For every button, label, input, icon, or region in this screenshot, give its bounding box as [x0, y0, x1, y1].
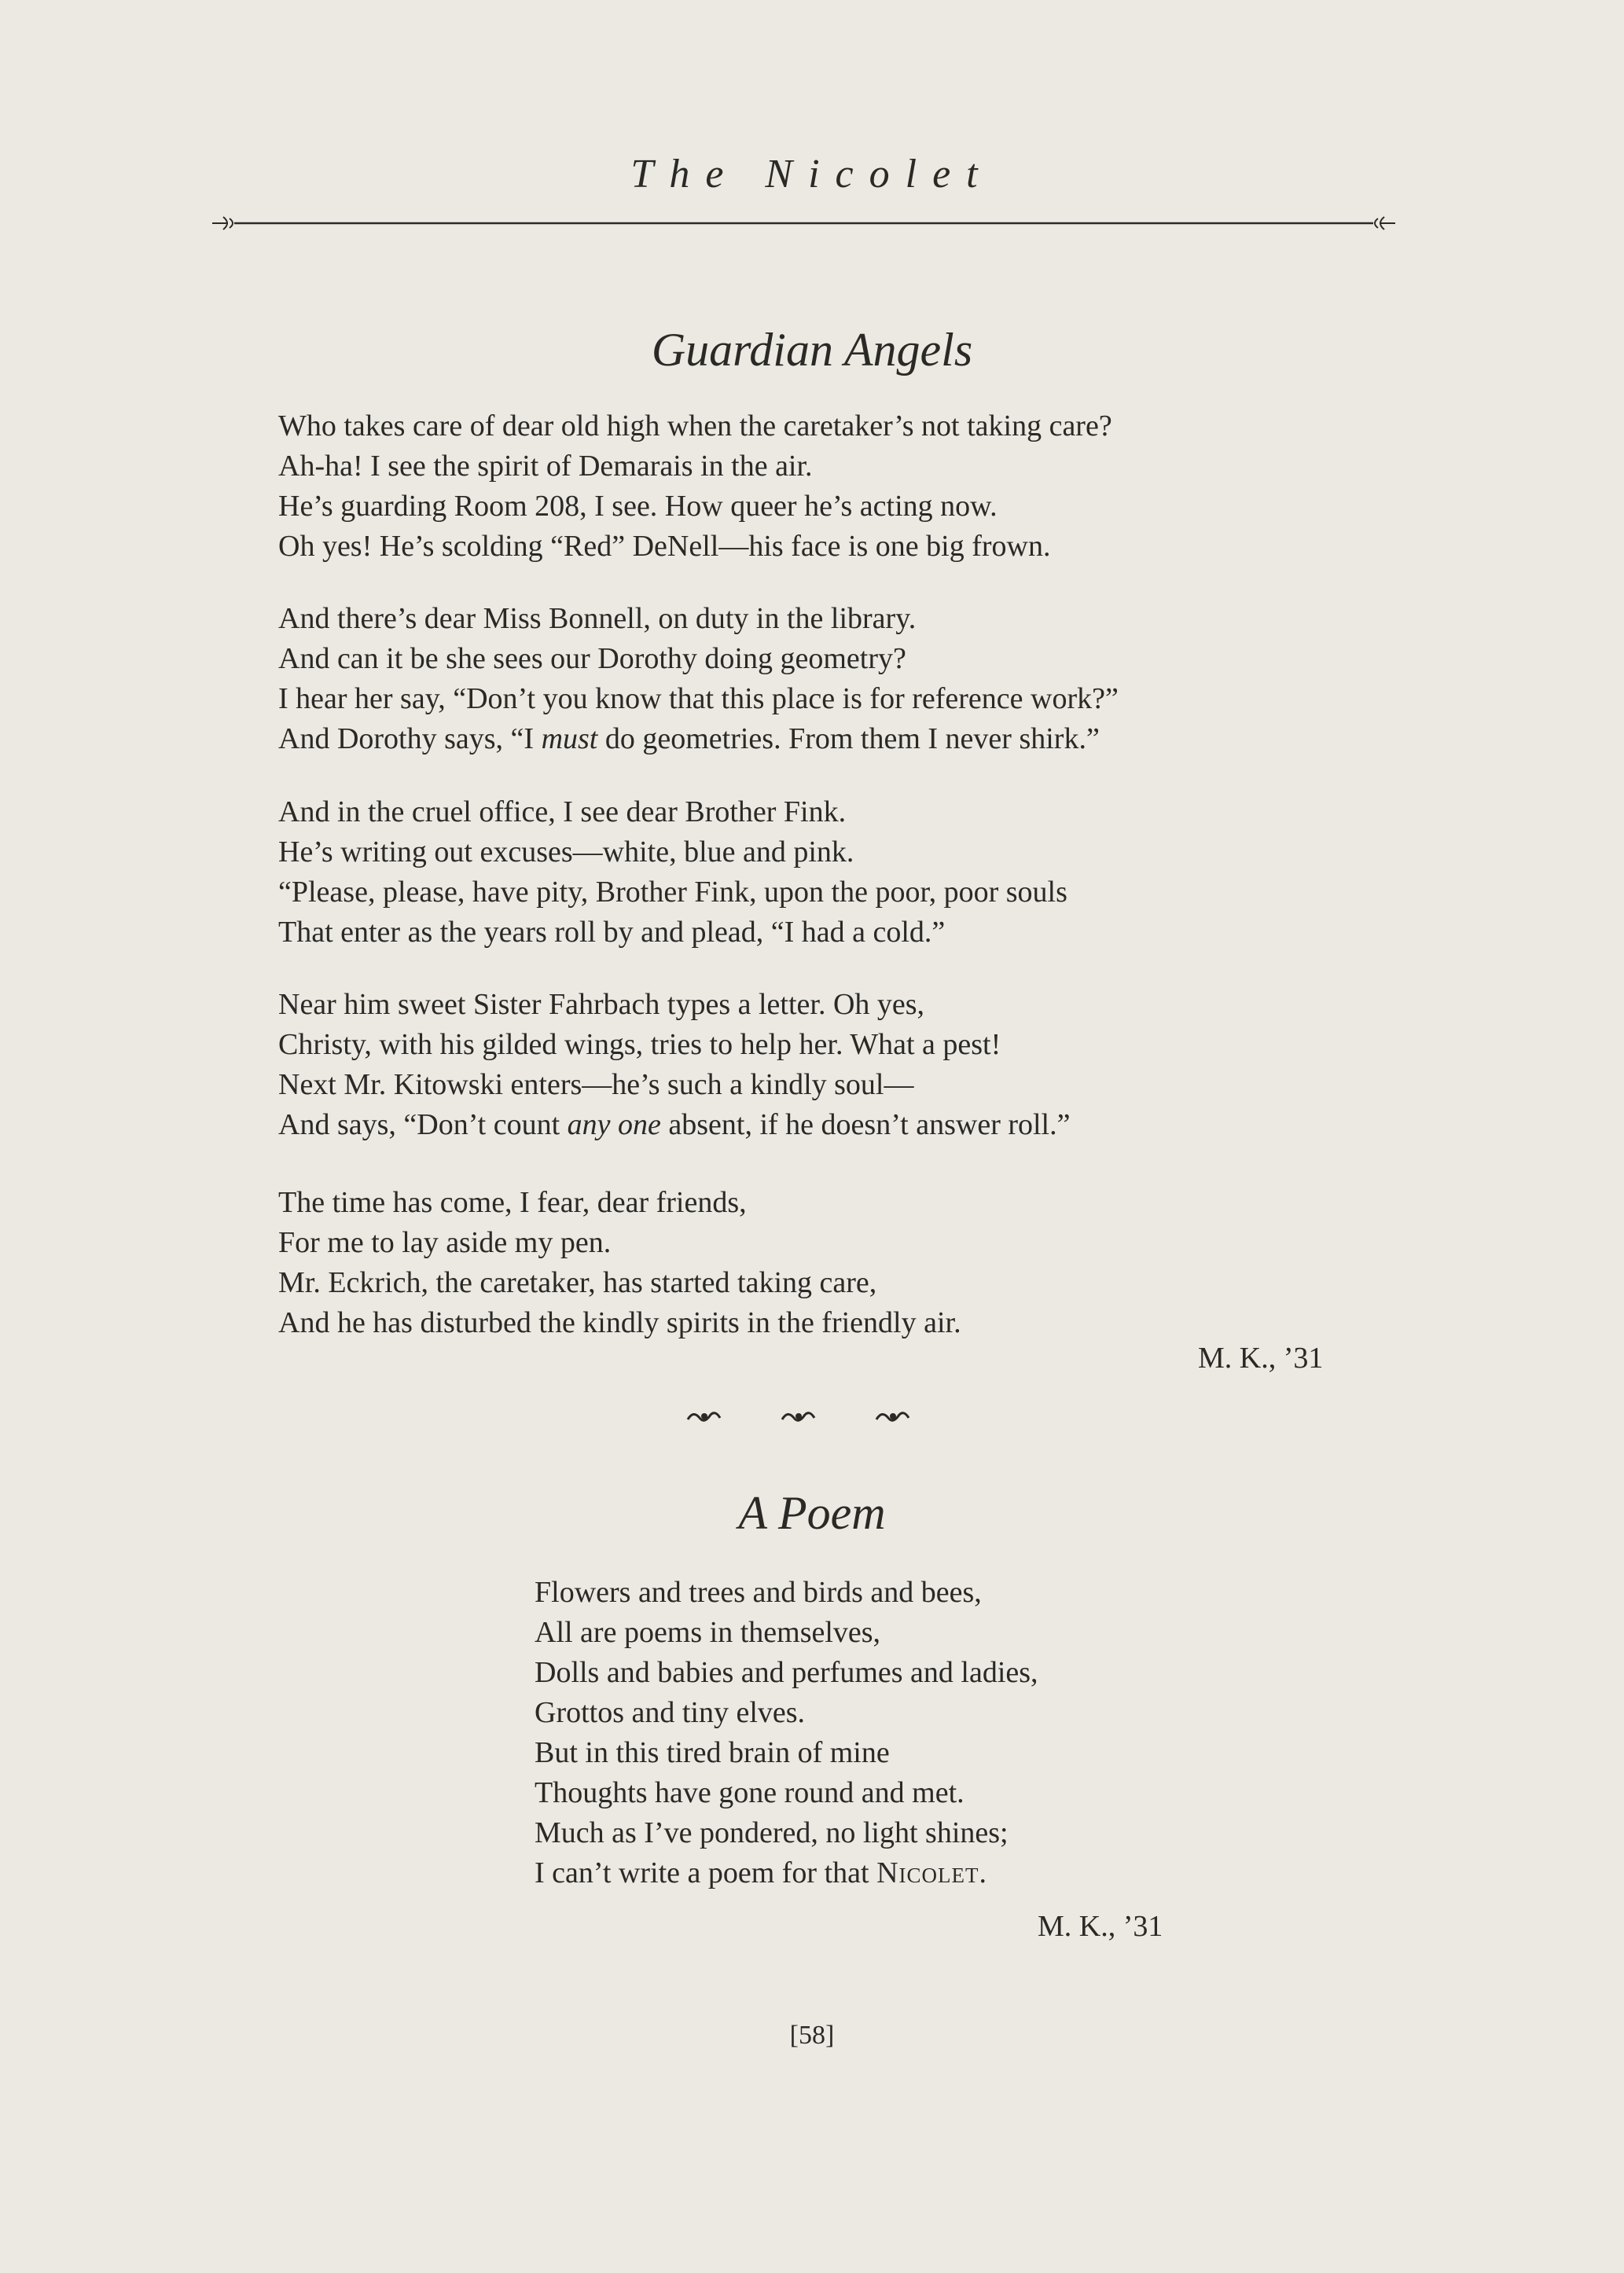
poem-line: Christy, with his gilded wings, tries to help her. What a pest! [278, 1028, 1001, 1061]
line-text: do geometries. From them I never shirk.” [597, 722, 1100, 755]
line-text: And says, “Don’t count [278, 1108, 568, 1141]
header-rule [212, 214, 1395, 233]
poem-line: Next Mr. Kitowski enters—he’s such a kindly soul— [278, 1068, 914, 1101]
signature-poem-2: M. K., ’31 [1038, 1910, 1163, 1943]
poem-2-body [535, 1573, 1038, 1893]
emphasis-text: any one [567, 1108, 661, 1141]
poem-line: He’s guarding Room 208, I see. How queer he’s acting now. [278, 490, 998, 523]
small-caps-text: Nicolet [876, 1856, 979, 1889]
signature-poem-1: M. K., ’31 [1198, 1342, 1324, 1375]
poem-line: And there’s dear Miss Bonnell, on duty in the library. [278, 602, 917, 635]
running-head: The Nicolet [630, 152, 994, 196]
poem-line: Oh yes! He’s scolding “Red” DeNell—his face is one big frown. [278, 530, 1051, 563]
poem-line: All are poems in themselves, [535, 1616, 881, 1649]
poem-line: That enter as the years roll by and plead, “I had a cold.” [278, 916, 946, 949]
poem-title-a-poem: A Poem [738, 1487, 886, 1539]
poem-line: For me to lay aside my pen. [278, 1226, 612, 1259]
emphasis-text: must [541, 722, 598, 755]
poem-line: Who takes care of dear old high when the caretaker’s not taking care? [278, 409, 1112, 442]
poem-line: “Please, please, have pity, Brother Fink, upon the poor, poor souls [278, 876, 1067, 909]
page-number: [58] [789, 2021, 835, 2050]
poem-line: And in the cruel office, I see dear Brother Fink. [278, 795, 847, 828]
poem-line: I hear her say, “Don’t you know that this place is for reference work?” [278, 682, 1119, 715]
poem-line: Dolls and babies and perfumes and ladies, [535, 1656, 1038, 1689]
poem-line: Mr. Eckrich, the caretaker, has started taking care, [278, 1266, 877, 1299]
poem-line: Near him sweet Sister Fahrbach types a letter. Oh yes, [278, 988, 925, 1021]
poem-title-guardian-angels: Guardian Angels [651, 324, 973, 376]
poem-line: He’s writing out excuses—white, blue and pink. [278, 835, 854, 868]
stanza-3 [278, 792, 1067, 953]
ornament-divider-icon [684, 1405, 935, 1429]
poem-line: Thoughts have gone round and met. [535, 1776, 964, 1809]
poem-line: Grottos and tiny elves. [535, 1696, 806, 1729]
poem-line: But in this tired brain of mine [535, 1736, 890, 1769]
stanza-5 [278, 1183, 961, 1343]
poem-line: The time has come, I fear, dear friends, [278, 1186, 747, 1219]
poem-line [278, 1105, 1070, 1145]
poem-line: Ah-ha! I see the spirit of Demarais in the air. [278, 450, 813, 483]
line-text: I can’t write a poem for that [535, 1856, 877, 1889]
stanza-1 [278, 406, 1112, 567]
poem-line [535, 1853, 1038, 1893]
poem-line [278, 719, 1119, 759]
poem-line: And he has disturbed the kindly spirits in the friendly air. [278, 1306, 961, 1339]
stanza-2 [278, 599, 1119, 759]
line-text: And Dorothy says, “I [278, 722, 542, 755]
poem-line: And can it be she sees our Dorothy doing geometry? [278, 642, 906, 675]
line-text: . [979, 1856, 987, 1889]
poem-line: Flowers and trees and birds and bees, [535, 1576, 982, 1609]
stanza-4 [278, 985, 1070, 1145]
poem-line: Much as I’ve pondered, no light shines; [535, 1816, 1009, 1849]
line-text: absent, if he doesn’t answer roll.” [660, 1108, 1071, 1141]
